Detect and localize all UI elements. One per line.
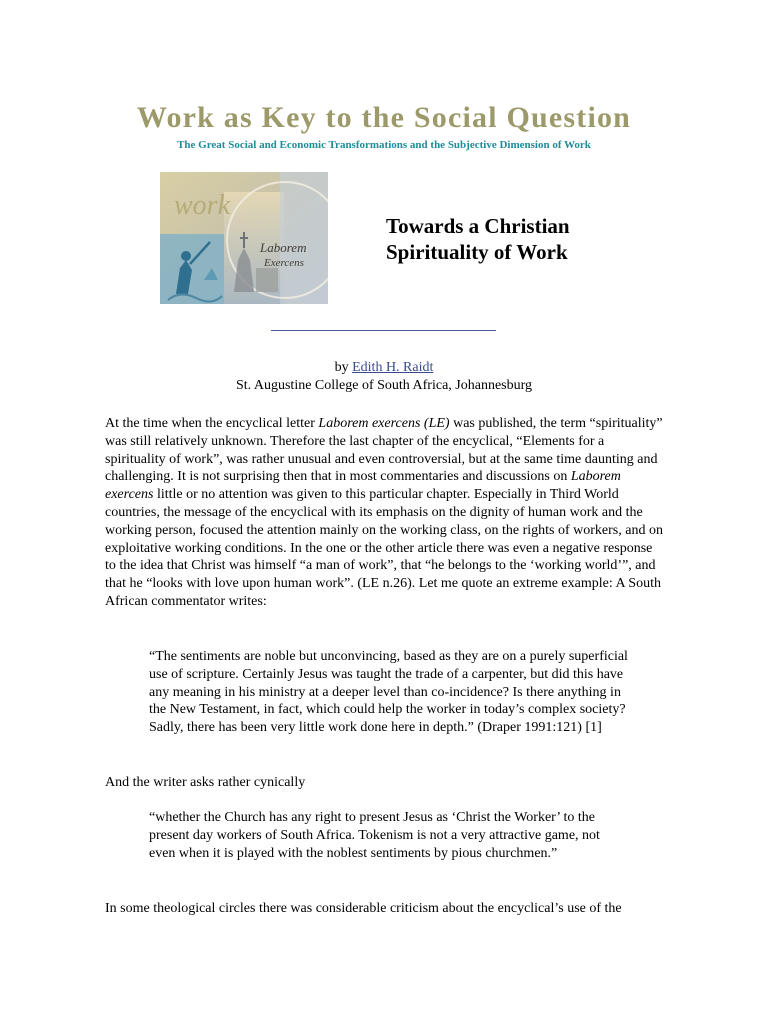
divider-rule bbox=[271, 330, 496, 331]
document-subtitle: The Great Social and Economic Transformations and the Subjective Dimension of Work bbox=[177, 139, 591, 151]
author-line bbox=[0, 359, 768, 377]
illustration-word-laborem: Laborem bbox=[260, 240, 307, 255]
collage-image bbox=[160, 172, 328, 304]
article-heading-line1: Towards a Christian bbox=[386, 214, 570, 238]
paragraph-2: And the writer asks rather cynically bbox=[105, 775, 306, 790]
by-prefix: by bbox=[334, 360, 353, 375]
block-quote-2: “whether the Church has any right to present Jesus as ‘Christ the Worker’ to the present day workers of South Africa. Tokenism is not a very attractive game, not even when it is played with the noblest sentiments by pious churchmen.” bbox=[149, 810, 600, 861]
block-quote-1: “The sentiments are noble but unconvincing, based as they are on a purely superficial use of scripture. Certainly Jesus was taught the trade of a carpenter, but did this have any meaning in his ministry at a deeper level than co-incidence? Is there anything in the New Testament, in fact, which could help the worker in today’s complex society? Sadly, there has been very little work done here in depth.” (Draper 1991:121) [1] bbox=[149, 649, 628, 736]
article-heading-line2: Spirituality of Work bbox=[386, 240, 568, 264]
author-link[interactable]: Edith H. Raidt bbox=[352, 360, 434, 375]
title-laborem-exercens: Laborem exercens (LE) bbox=[318, 416, 450, 431]
illustration-word-work: work bbox=[174, 190, 230, 221]
paragraph-3: In some theological circles there was considerable criticism about the encyclical’s use of the bbox=[105, 901, 622, 916]
article-heading bbox=[386, 213, 570, 265]
affiliation: St. Augustine College of South Africa, Johannesburg bbox=[235, 378, 533, 393]
title-laborem-exercens: Laborem exercens bbox=[105, 469, 621, 503]
paragraph-1: At the time when the encyclical letter Laborem exercens (LE) was published, the term “spirituality” was still relatively unknown. Therefore the last chapter of the encyclical, “Elements for a spirituality of work”, was rather unusual and even controversial, but at the same time daunting and challenging. It is not surprising then that in most commentaries and discussions on Laborem exercens little or no attention was given to this particular chapter. Especially in Third World countries, the message of the encyclical with its emphasis on the dignity of human work and the working person, focused the attention mainly on the working class, on the rights of workers, and on exploitative working conditions. In the one or the other article there was even a negative response to the idea that Christ was himself “a man of work”, that “he belongs to the ‘working world’”, and that he “looks with love upon human work”. (LE n.26). Let me quote an extreme example: A South African commentator writes: bbox=[105, 416, 663, 609]
laborem-exercens-illustration bbox=[160, 172, 328, 304]
illustration-word-exercens: Exercens bbox=[264, 257, 304, 269]
byline bbox=[0, 359, 768, 395]
document-title: Work as Key to the Social Question bbox=[136, 101, 632, 134]
